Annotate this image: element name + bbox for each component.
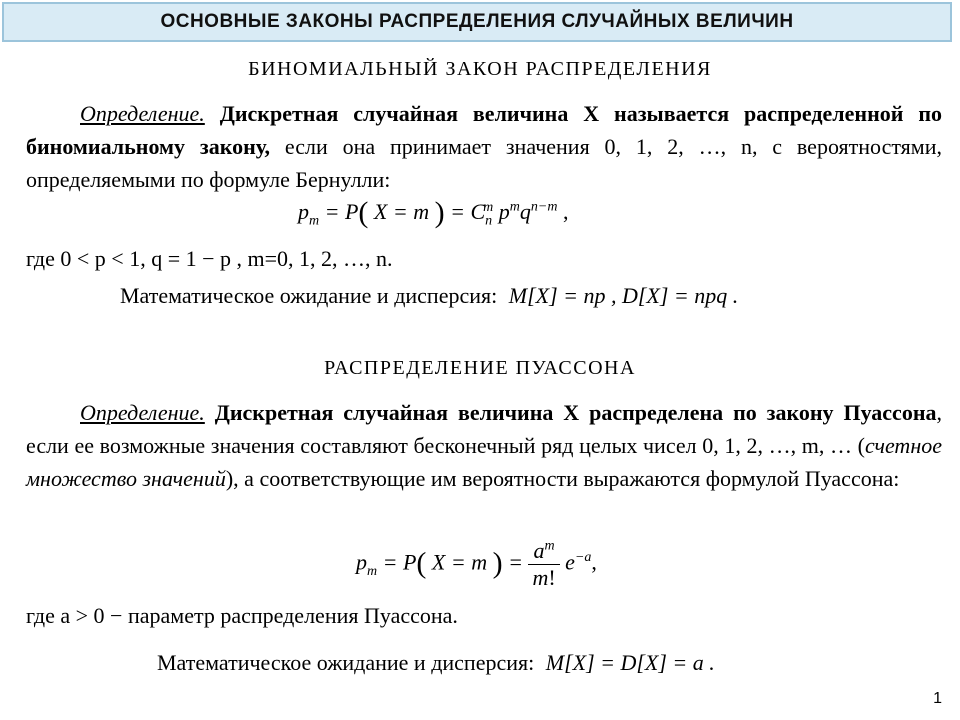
poisson-section-title: РАСПРЕДЕЛЕНИЕ ПУАССОНА: [324, 357, 636, 379]
bernoulli-formula: $p_m = P$( X = m ) = $C_n^m$ $p^mq^{n-m}$ ,: [298, 196, 569, 229]
poisson-moments: [157, 650, 715, 676]
poisson-def-label: Определение.: [80, 400, 205, 425]
binomial-def-rest: если она принимает значения 0, 1, 2, …, n, с вероятностями, определяемыми по формуле Бернулли:: [26, 134, 942, 192]
poisson-def-italic: счетное множество значений: [26, 433, 942, 491]
poisson-moments-formula: M[X] = D[X] = a .: [545, 650, 715, 675]
poisson-def-bold: Дискретная случайная величина X распределена по закону Пуассона: [204, 400, 937, 425]
binomial-definition: [26, 97, 942, 196]
slide-header: [2, 2, 952, 42]
binomial-def-bold: Дискретная случайная величина X называется распределенной по биномиальному закону,: [26, 101, 943, 159]
poisson-formula: $p_m = P$( X = m ) = $\frac{a^m}{m!}$ $e^{-a}$,: [356, 538, 597, 590]
poisson-where: где a > 0 − параметр распределения Пуассона.: [26, 603, 458, 628]
binomial-moments-label: Математическое ожидание и дисперсия:: [120, 283, 498, 308]
poisson-def-rest1: , если ее возможные значения составляют бесконечный ряд целых чисел 0, 1, 2, …, m, … (: [26, 400, 942, 458]
poisson-definition: [26, 396, 942, 495]
poisson-def-rest2: ), а соответствующие им вероятности выражаются формулой Пуассона:: [225, 466, 900, 491]
slide-title: ОСНОВНЫЕ ЗАКОНЫ РАСПРЕДЕЛЕНИЯ СЛУЧАЙНЫХ ВЕЛИЧИН: [160, 11, 794, 32]
page-number: 1: [933, 690, 942, 707]
binomial-moments: [120, 283, 738, 309]
binomial-def-label: Определение.: [80, 101, 205, 126]
binomial-moments-formula: M[X] = np , D[X] = npq .: [508, 283, 739, 308]
binomial-where: где 0 < p < 1, q = 1 − p , m=0, 1, 2, …, n.: [26, 246, 393, 271]
binomial-section-title: БИНОМИАЛЬНЫЙ ЗАКОН РАСПРЕДЕЛЕНИЯ: [248, 58, 712, 80]
poisson-moments-label: Математическое ожидание и дисперсия:: [157, 650, 535, 675]
